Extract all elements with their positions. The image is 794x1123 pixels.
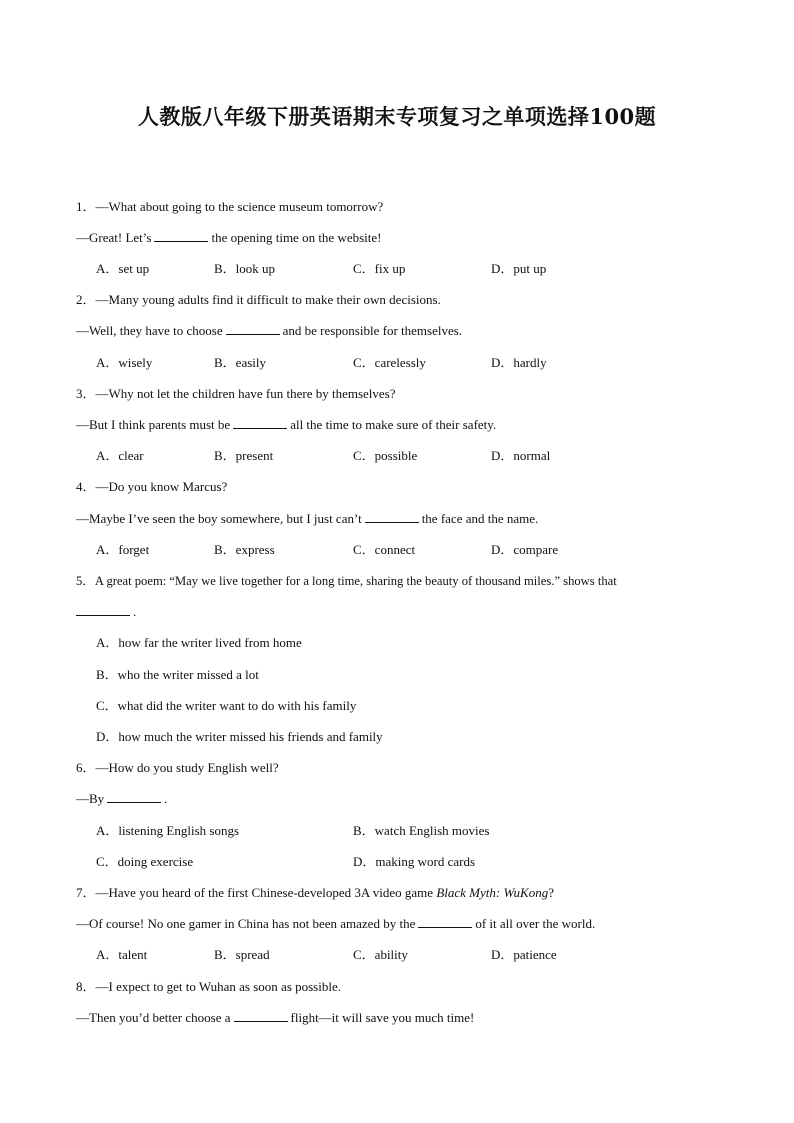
- answer-blank: [154, 231, 208, 242]
- q7-option-c: C．ability: [353, 947, 408, 962]
- question-2-reply: —Well, they have to choose and be responsible for themselves.: [76, 323, 463, 338]
- answer-blank: [107, 792, 161, 803]
- answer-blank: [365, 512, 419, 523]
- question-7-reply: —Of course! No one gamer in China has not been amazed by the of it all over the world.: [76, 916, 596, 931]
- q2-option-d: D．hardly: [491, 355, 547, 370]
- q7-option-b: B．spread: [214, 947, 270, 962]
- q4-option-b: B．express: [214, 542, 275, 557]
- question-1: 1．—What about going to the science museum tomorrow?: [76, 199, 384, 214]
- question-3-reply: —But I think parents must be all the time to make sure of their safety.: [76, 417, 497, 432]
- answer-blank: [76, 605, 130, 616]
- answer-blank: [226, 324, 280, 335]
- question-6-reply: —By .: [76, 791, 168, 806]
- q6-option-b: B．watch English movies: [353, 823, 490, 838]
- q3-option-d: D．normal: [491, 448, 551, 463]
- q1-option-b: B．look up: [214, 261, 276, 276]
- question-4-reply: —Maybe I’ve seen the boy somewhere, but I just can’t the face and the name.: [76, 511, 539, 526]
- answer-blank: [234, 1011, 288, 1022]
- q1-option-c: C．fix up: [353, 261, 406, 276]
- q5-option-b: B．who the writer missed a lot: [96, 667, 259, 682]
- q2-option-a: A．wisely: [96, 355, 153, 370]
- document-title: 人教版八年级下册英语期末专项复习之单项选择100题: [137, 104, 657, 129]
- q3-option-c: C．possible: [353, 448, 418, 463]
- q7-option-a: A．talent: [96, 947, 148, 962]
- q6-option-c: C．doing exercise: [96, 854, 194, 869]
- question-6: 6．—How do you study English well?: [76, 760, 279, 775]
- q1-option-a: A．set up: [96, 261, 150, 276]
- question-8-reply: —Then you’d better choose a flight—it will save you much time!: [76, 1010, 475, 1025]
- q6-option-a: A．listening English songs: [96, 823, 240, 838]
- q7-option-d: D．patience: [491, 947, 557, 962]
- q6-option-d: D．making word cards: [353, 854, 476, 869]
- q5-option-c: C．what did the writer want to do with his family: [96, 698, 357, 713]
- q4-option-c: C．connect: [353, 542, 416, 557]
- question-7: 7．—Have you heard of the first Chinese-developed 3A video game Black Myth: WuKong?: [76, 885, 555, 900]
- question-4: 4．—Do you know Marcus?: [76, 479, 228, 494]
- q1-option-d: D．put up: [491, 261, 547, 276]
- q2-option-b: B．easily: [214, 355, 266, 370]
- answer-blank: [233, 418, 287, 429]
- question-1-reply: —Great! Let’s the opening time on the website!: [76, 230, 382, 245]
- question-5-blank: .: [76, 604, 136, 620]
- q5-option-a: A．how far the writer lived from home: [96, 635, 302, 650]
- answer-blank: [418, 917, 472, 928]
- question-2: 2．—Many young adults find it difficult to make their own decisions.: [76, 292, 441, 307]
- question-3: 3．—Why not let the children have fun there by themselves?: [76, 386, 396, 401]
- question-8: 8．—I expect to get to Wuhan as soon as possible.: [76, 979, 341, 994]
- q2-option-c: C．carelessly: [353, 355, 426, 370]
- q3-option-a: A．clear: [96, 448, 144, 463]
- question-5: 5．A great poem: “May we live together for a long time, sharing the beauty of thousand miles.” shows that: [76, 574, 617, 588]
- q4-option-d: D．compare: [491, 542, 559, 557]
- q5-option-d: D．how much the writer missed his friends and family: [96, 729, 383, 744]
- q4-option-a: A．forget: [96, 542, 150, 557]
- game-title: Black Myth: WuKong: [436, 885, 549, 900]
- q3-option-b: B．present: [214, 448, 274, 463]
